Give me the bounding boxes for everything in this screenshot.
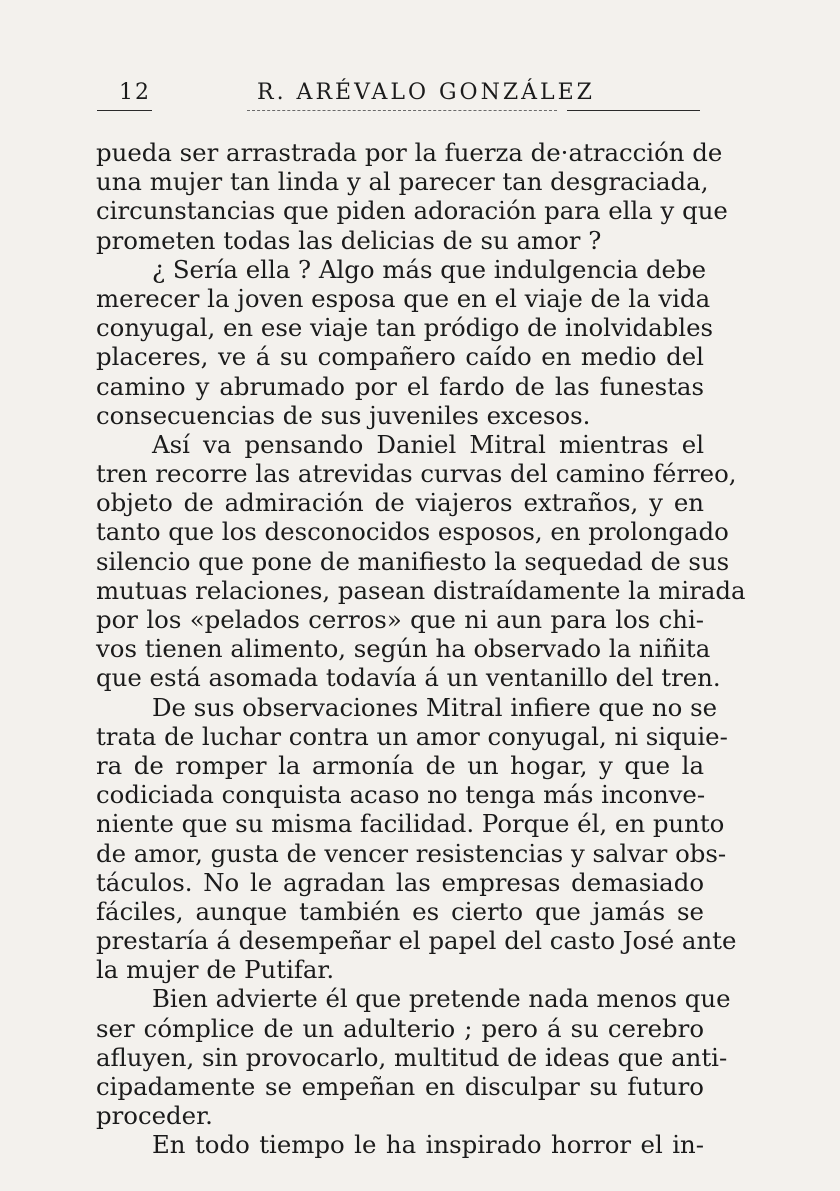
text-line: vos tienen alimento, según ha observado la niñita xyxy=(96,634,711,664)
text-line: de amor, gusta de vencer resistencias y salvar obs- xyxy=(96,838,727,868)
text-line: En todo tiempo le ha inspirado horror el in- xyxy=(152,1130,704,1160)
text-line: táculos. No le agradan las empresas demasiado xyxy=(96,867,704,897)
page-number: 12 xyxy=(119,80,151,105)
text-line: Bien advierte él que pretende nada menos que xyxy=(152,984,731,1014)
text-line: prestaría á desempeñar el papel del casto José ante xyxy=(96,926,737,956)
text-line: proceder. xyxy=(96,1101,213,1131)
text-line: silencio que pone de manifiesto la sequedad de sus xyxy=(96,546,730,576)
text-line: pueda ser arrastrada por la fuerza de·atracción de xyxy=(96,138,723,167)
text-line: por los «pelados cerros» que ni aun para los chi- xyxy=(96,605,704,634)
text-line: placeres, ve á su compañero caído en medio del xyxy=(96,342,704,372)
text-line: afluyen, sin provocarlo, multitud de ideas que anti- xyxy=(96,1042,728,1072)
text-line: una mujer tan linda y al parecer tan desgraciada, xyxy=(96,167,709,197)
text-line: tren recorre las atrevidas curvas del camino férreo, xyxy=(96,459,737,489)
text-line: objeto de admiración de viajeros extraños, y en xyxy=(96,488,704,518)
text-line: De sus observaciones Mitral infiere que no se xyxy=(152,692,718,722)
text-line: mutuas relaciones, pasean distraídamente la mirada xyxy=(96,575,746,605)
text-line: camino y abrumado por el fardo de las funestas xyxy=(96,371,704,401)
text-line: tanto que los desconocidos esposos, en prolongado xyxy=(96,517,729,547)
text-line: fáciles, aunque también es cierto que jamás se xyxy=(96,896,704,926)
text-line: Así va pensando Daniel Mitral mientras el xyxy=(152,429,704,459)
text-line: cipadamente se empeñan en disculpar su futuro xyxy=(96,1072,704,1101)
page-header xyxy=(97,74,702,114)
header-rule-left xyxy=(97,110,152,111)
text-line: que está asomada todavía á un ventanillo del tren. xyxy=(96,663,721,693)
text-line: ¿ Sería ella ? Algo más que indulgencia debe xyxy=(152,254,707,284)
text-line: trata de luchar contra un amor conyugal, ni siquie- xyxy=(96,721,728,751)
text-line: circunstancias que piden adoración para ella y que xyxy=(96,196,728,226)
header-rule-right xyxy=(567,110,700,111)
text-line: codiciada conquista acaso no tenga más inconve- xyxy=(96,780,706,810)
text-line: la mujer de Putifar. xyxy=(96,955,335,985)
text-line: merecer la joven esposa que en el viaje de la vida xyxy=(96,283,711,313)
text-line: prometen todas las delicias de su amor ? xyxy=(96,225,602,255)
header-rule-middle xyxy=(247,110,557,111)
body-text xyxy=(96,138,746,1160)
running-head: R. ARÉVALO GONZÁLEZ xyxy=(257,80,595,105)
text-line: niente que su misma facilidad. Porque él, en punto xyxy=(96,809,725,839)
text-line: ser cómplice de un adulterio ; pero á su cerebro xyxy=(96,1013,704,1043)
text-line: consecuencias de sus juveniles excesos. xyxy=(96,400,591,430)
text-line: conyugal, en ese viaje tan pródigo de inolvidables xyxy=(96,313,714,343)
text-line: ra de romper la armonía de un hogar, y que la xyxy=(96,750,704,780)
